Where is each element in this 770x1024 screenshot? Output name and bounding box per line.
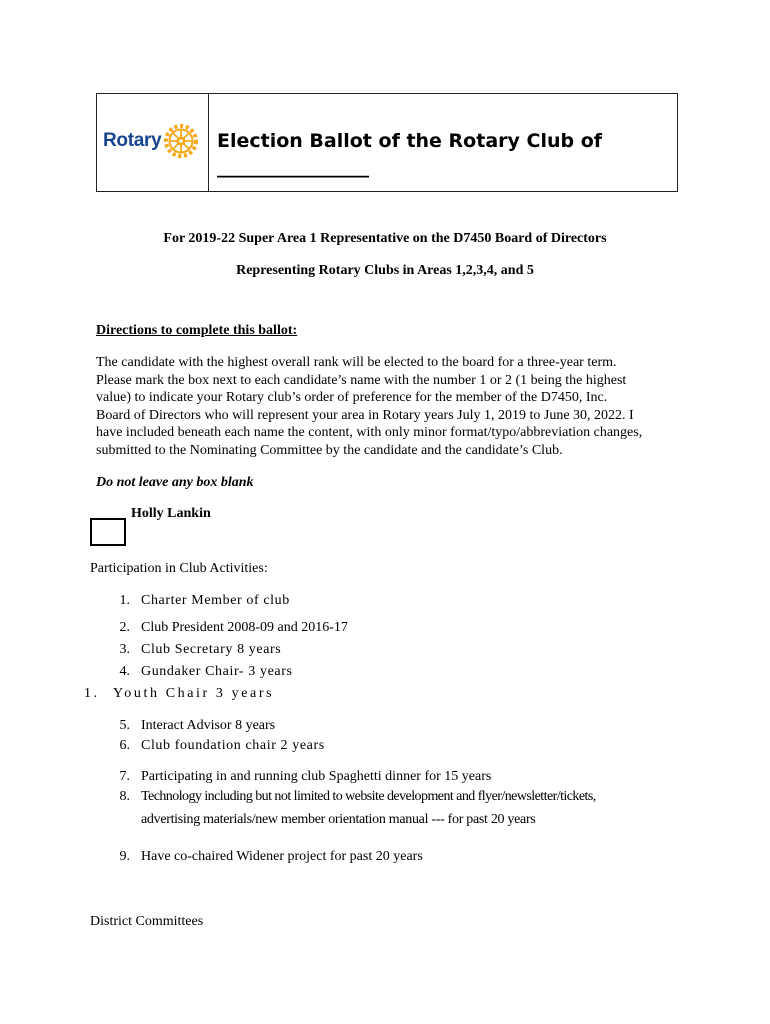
blank-warning: Do not leave any box blank: [96, 475, 254, 490]
list-item: Interact Advisor 8 years: [141, 718, 276, 733]
list-number: 6.: [119, 738, 130, 753]
list-number: 7.: [119, 769, 130, 784]
list-number: 4.: [119, 664, 130, 679]
list-item: Charter Member of club: [141, 593, 290, 608]
logo-cell: [97, 94, 209, 191]
rotary-wheel-icon: [163, 123, 199, 159]
list-number: 8.: [119, 789, 130, 804]
participation-heading: Participation in Club Activities:: [90, 561, 268, 576]
list-item: Technology including but not limited to website development and flyer/newsletter/tickets,: [141, 789, 596, 804]
list-item: Youth Chair 3 years: [113, 686, 275, 701]
directions-line: have included beneath each name the content, with only minor format/typo/abbreviation changes,: [96, 425, 643, 441]
list-item: Club foundation chair 2 years: [141, 738, 325, 753]
list-number: 3.: [119, 642, 130, 657]
directions-line: Board of Directors who will represent your area in Rotary years July 1, 2019 to June 30, 2022. I: [96, 407, 634, 423]
directions-line: The candidate with the highest overall rank will be elected to the board for a three-year term.: [96, 355, 617, 370]
directions-line: value) to indicate your Rotary club’s order of preference for the member of the D7450, Inc.: [96, 390, 608, 406]
district-committees-heading: District Committees: [90, 914, 204, 929]
list-number: 1.: [119, 593, 130, 608]
election-subtitle: For 2019-22 Super Area 1 Representative on the D7450 Board of Directors: [163, 231, 607, 246]
directions-line: submitted to the Nominating Committee by the candidate and the candidate’s Club.: [96, 442, 563, 458]
list-item: Gundaker Chair- 3 years: [141, 664, 293, 679]
list-item: Have co-chaired Widener project for past 20 years: [141, 849, 423, 864]
list-item: Club Secretary 8 years: [141, 642, 282, 657]
list-item: Club President 2008-09 and 2016-17: [141, 620, 348, 635]
ballot-title: Election Ballot of the Rotary Club of: [217, 130, 603, 152]
list-number: 1.: [84, 686, 100, 701]
ballot-header: [96, 93, 678, 192]
rank-checkbox[interactable]: [90, 518, 126, 546]
directions-paragraph: [96, 354, 696, 460]
list-number: 2.: [119, 620, 130, 635]
list-item: Participating in and running club Spaghetti dinner for 15 years: [141, 769, 492, 784]
areas-subtitle: Representing Rotary Clubs in Areas 1,2,3,4, and 5: [236, 263, 534, 278]
candidate-name: Holly Lankin: [131, 506, 211, 521]
club-name-blank: ________________: [217, 156, 369, 178]
list-number: 5.: [119, 718, 130, 733]
list-number: 9.: [119, 849, 130, 864]
directions-heading: Directions to complete this ballot:: [96, 323, 298, 338]
directions-line: Please mark the box next to each candidate’s name with the number 1 or 2 (1 being the highest: [96, 372, 627, 388]
list-item-continuation: advertising materials/new member orientation manual --- for past 20 years: [141, 812, 536, 827]
rotary-logo-text: Rotary: [103, 130, 162, 151]
